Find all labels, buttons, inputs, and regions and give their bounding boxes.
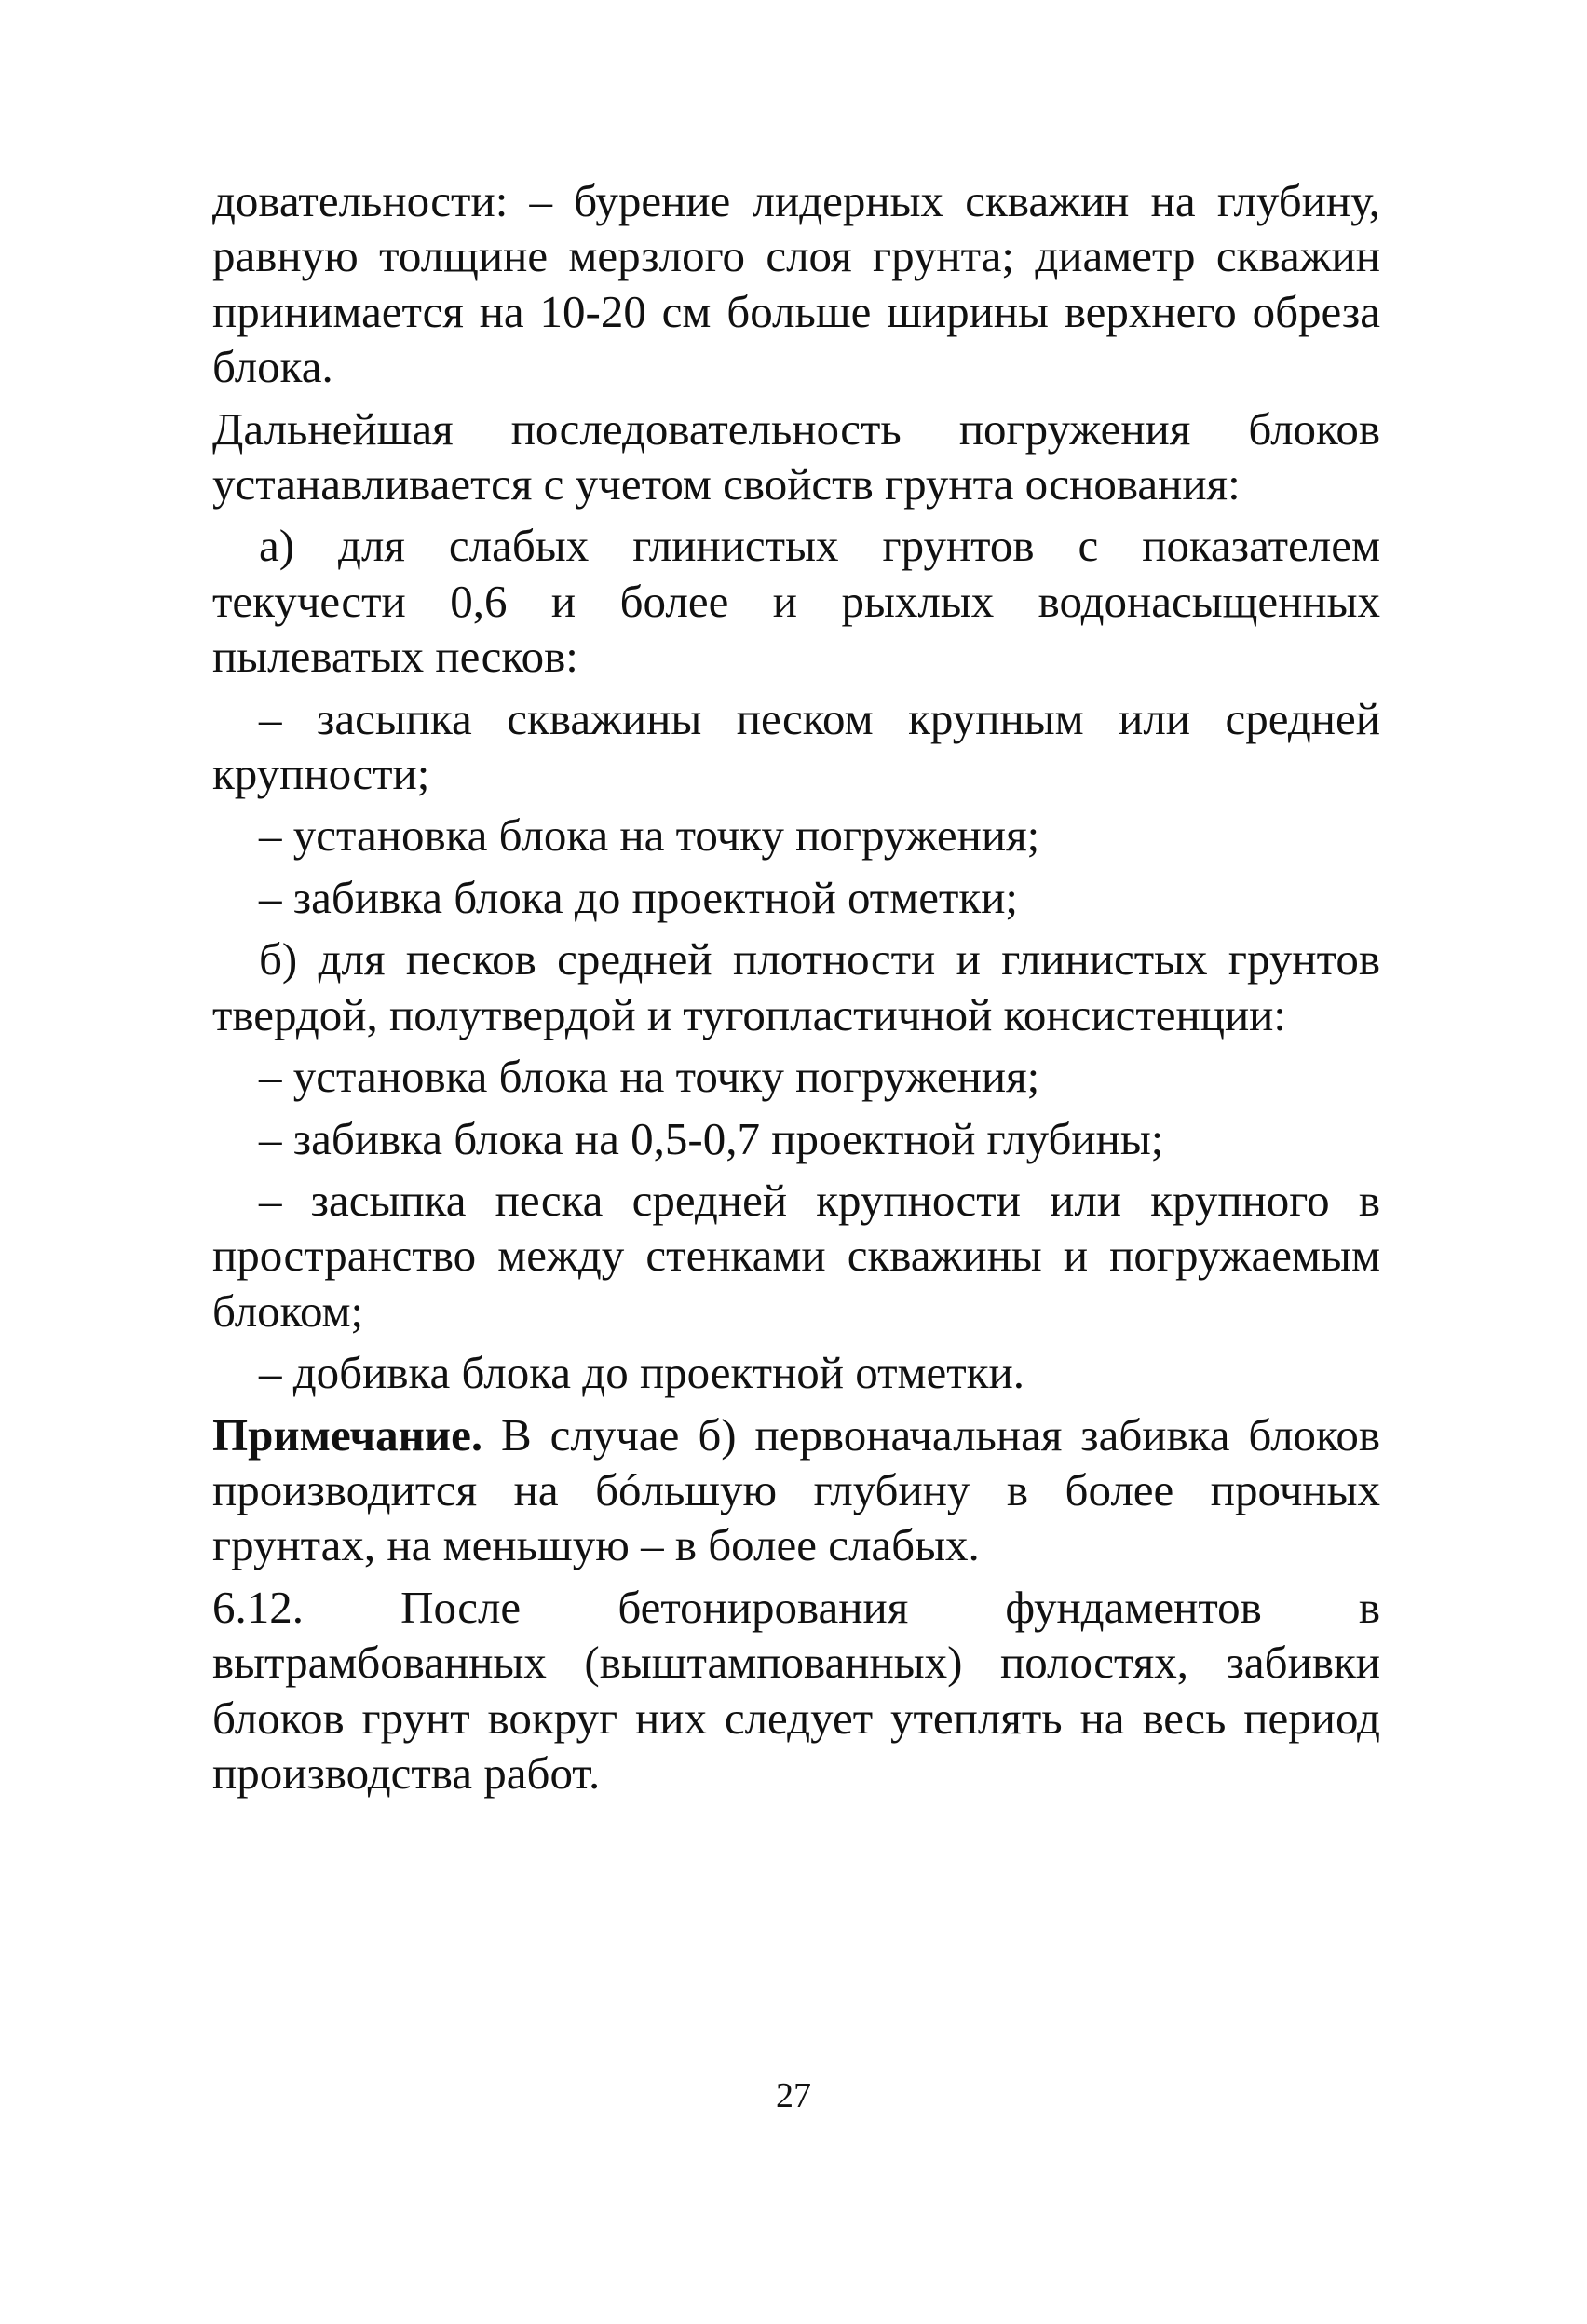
list-item-a2: – установка блока на точку погружения;	[259, 809, 1040, 862]
paragraph-6-12: 6.12. После бетонирования фундаментов в вытрамбованных (выштампованных) полостях, забивки блоков грунт вокруг них следует утеплять на весь период производства работ.	[212, 1581, 1380, 1799]
paragraph-case-a: а) для слабых глинистых грунтов с показателем текучести 0,6 и более и рыхлых водонасыщенных пылеватых песков:	[212, 520, 1380, 683]
list-item-a1: – засыпка скважины песком крупным или средней крупности;	[212, 692, 1380, 800]
list-item-b3: – засыпка песка средней крупности или крупного в пространство между стенками скважины и погружаемым блоком;	[212, 1174, 1380, 1337]
note-text: В случае б) первоначальная забивка блоков производится на бóльшую глубину в более прочных грунтах, на меньшую – в более слабых.	[212, 1408, 1380, 1571]
page-number: 27	[776, 2076, 811, 2115]
list-item-b1: – установка блока на точку погружения;	[259, 1051, 1040, 1103]
note-paragraph	[212, 1407, 1380, 1573]
paragraph-sequence-intro: Дальнейшая последовательность погружения блоков устанавливается с учетом свойств грунта основания:	[212, 402, 1380, 510]
body-text	[212, 173, 1380, 1801]
list-item-b2: – забивка блока на 0,5-0,7 проектной глубины;	[259, 1112, 1164, 1164]
list-item-a3: – забивка блока до проектной отметки;	[259, 871, 1019, 923]
note-label: Примечание.	[212, 1408, 483, 1461]
paragraph-continuation: довательности: – бурение лидерных скважин на глубину, равную толщине мерзлого слоя грунта; диаметр скважин принимается на 10-20 см больше ширины верхнего обреза блока.	[212, 175, 1380, 393]
list-item-b4: – добивка блока до проектной отметки.	[259, 1347, 1024, 1399]
paragraph-case-b: б) для песков средней плотности и глинистых грунтов твердой, полутвердой и тугопластичной консистенции:	[212, 933, 1380, 1040]
